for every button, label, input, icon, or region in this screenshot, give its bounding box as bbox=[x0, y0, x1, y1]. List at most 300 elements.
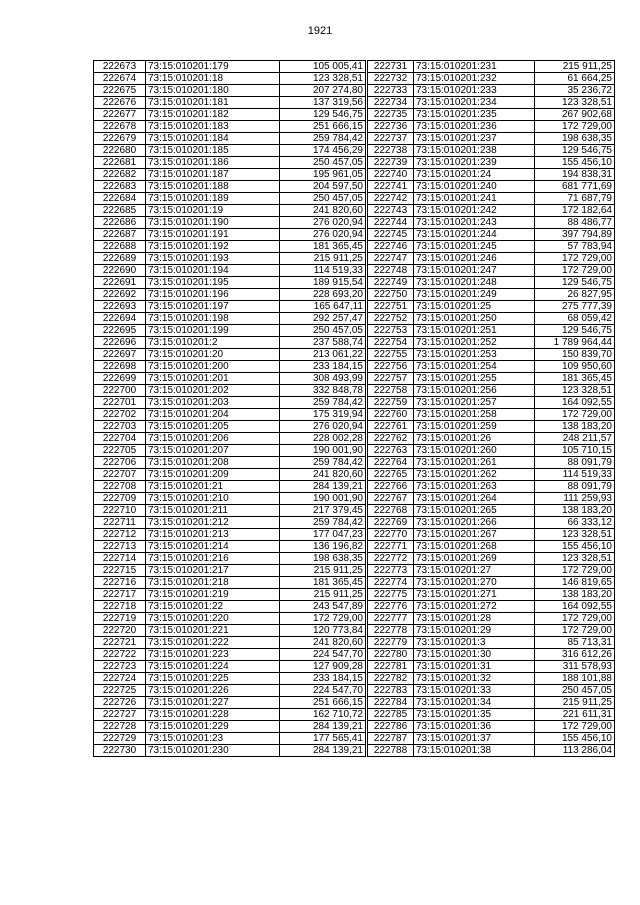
table-row bbox=[94, 253, 366, 265]
cadastral-value: 111 259,93 bbox=[535, 493, 615, 505]
row-number: 222719 bbox=[94, 613, 146, 625]
cadastral-number: 73:15:010201:269 bbox=[414, 553, 535, 565]
row-number: 222694 bbox=[94, 313, 146, 325]
row-number: 222755 bbox=[368, 349, 414, 361]
row-number: 222677 bbox=[94, 109, 146, 121]
cadastral-number: 73:15:010201:211 bbox=[146, 505, 280, 517]
row-number: 222728 bbox=[94, 721, 146, 733]
table-row bbox=[94, 97, 366, 109]
row-number: 222768 bbox=[368, 505, 414, 517]
row-number: 222751 bbox=[368, 301, 414, 313]
row-number: 222750 bbox=[368, 289, 414, 301]
cadastral-value: 113 286,04 bbox=[535, 745, 615, 757]
table-row bbox=[368, 73, 615, 85]
row-number: 222684 bbox=[94, 193, 146, 205]
table-row bbox=[368, 289, 615, 301]
row-number: 222713 bbox=[94, 541, 146, 553]
row-number: 222763 bbox=[368, 445, 414, 457]
cadastral-number: 73:15:010201:206 bbox=[146, 433, 280, 445]
cadastral-number: 73:15:010201:228 bbox=[146, 709, 280, 721]
row-number: 222678 bbox=[94, 121, 146, 133]
row-number: 222688 bbox=[94, 241, 146, 253]
cadastral-value: 123 328,51 bbox=[535, 97, 615, 109]
cadastral-number: 73:15:010201:247 bbox=[414, 265, 535, 277]
table-row bbox=[368, 697, 615, 709]
table-row bbox=[368, 301, 615, 313]
row-number: 222743 bbox=[368, 205, 414, 217]
cadastral-value: 123 328,51 bbox=[535, 529, 615, 541]
cadastral-value: 284 139,21 bbox=[280, 721, 366, 733]
table-row bbox=[94, 157, 366, 169]
cadastral-value: 138 183,20 bbox=[535, 589, 615, 601]
row-number: 222766 bbox=[368, 481, 414, 493]
row-number: 222683 bbox=[94, 181, 146, 193]
cadastral-value: 221 611,31 bbox=[535, 709, 615, 721]
table-row bbox=[94, 217, 366, 229]
cadastral-value: 228 693,20 bbox=[280, 289, 366, 301]
cadastral-value: 172 729,00 bbox=[280, 613, 366, 625]
table-row bbox=[94, 493, 366, 505]
cadastral-number: 73:15:010201:246 bbox=[414, 253, 535, 265]
table-row bbox=[94, 577, 366, 589]
row-number: 222782 bbox=[368, 673, 414, 685]
cadastral-number: 73:15:010201:24 bbox=[414, 169, 535, 181]
cadastral-number: 73:15:010201:231 bbox=[414, 61, 535, 73]
row-number: 222706 bbox=[94, 457, 146, 469]
row-number: 222680 bbox=[94, 145, 146, 157]
cadastral-number: 73:15:010201:250 bbox=[414, 313, 535, 325]
cadastral-number: 73:15:010201:189 bbox=[146, 193, 280, 205]
row-number: 222690 bbox=[94, 265, 146, 277]
cadastral-value: 150 839,70 bbox=[535, 349, 615, 361]
table-row bbox=[94, 685, 366, 697]
cadastral-value: 194 838,31 bbox=[535, 169, 615, 181]
row-number: 222681 bbox=[94, 157, 146, 169]
cadastral-number: 73:15:010201:25 bbox=[414, 301, 535, 313]
cadastral-number: 73:15:010201:232 bbox=[414, 73, 535, 85]
cadastral-number: 73:15:010201:196 bbox=[146, 289, 280, 301]
cadastral-number: 73:15:010201:214 bbox=[146, 541, 280, 553]
cadastral-number: 73:15:010201:33 bbox=[414, 685, 535, 697]
table-row bbox=[94, 613, 366, 625]
table-row bbox=[94, 541, 366, 553]
cadastral-value: 129 546,75 bbox=[535, 145, 615, 157]
table-row bbox=[368, 277, 615, 289]
cadastral-value: 172 729,00 bbox=[535, 721, 615, 733]
cadastral-value: 172 729,00 bbox=[535, 265, 615, 277]
cadastral-number: 73:15:010201:183 bbox=[146, 121, 280, 133]
table-row bbox=[368, 253, 615, 265]
row-number: 222776 bbox=[368, 601, 414, 613]
cadastral-number: 73:15:010201:201 bbox=[146, 373, 280, 385]
cadastral-value: 123 328,51 bbox=[280, 73, 366, 85]
cadastral-number: 73:15:010201:235 bbox=[414, 109, 535, 121]
cadastral-value: 195 961,05 bbox=[280, 169, 366, 181]
table-row bbox=[368, 685, 615, 697]
table-row bbox=[368, 565, 615, 577]
cadastral-value: 190 001,90 bbox=[280, 493, 366, 505]
row-number: 222727 bbox=[94, 709, 146, 721]
cadastral-value: 137 319,56 bbox=[280, 97, 366, 109]
cadastral-number: 73:15:010201:30 bbox=[414, 649, 535, 661]
row-number: 222759 bbox=[368, 397, 414, 409]
table-row bbox=[94, 121, 366, 133]
row-number: 222765 bbox=[368, 469, 414, 481]
table-row bbox=[94, 445, 366, 457]
cadastral-number: 73:15:010201:188 bbox=[146, 181, 280, 193]
cadastral-number: 73:15:010201:223 bbox=[146, 649, 280, 661]
row-number: 222745 bbox=[368, 229, 414, 241]
cadastral-number: 73:15:010201:187 bbox=[146, 169, 280, 181]
cadastral-number: 73:15:010201:242 bbox=[414, 205, 535, 217]
table-row bbox=[94, 313, 366, 325]
table-row bbox=[368, 385, 615, 397]
table-row bbox=[368, 457, 615, 469]
table-row bbox=[368, 205, 615, 217]
cadastral-number: 73:15:010201:267 bbox=[414, 529, 535, 541]
cadastral-value: 284 139,21 bbox=[280, 745, 366, 757]
table-row bbox=[368, 145, 615, 157]
cadastral-value: 308 493,99 bbox=[280, 373, 366, 385]
table-row bbox=[94, 373, 366, 385]
cadastral-value: 215 911,25 bbox=[535, 697, 615, 709]
table-row bbox=[94, 625, 366, 637]
cadastral-number: 73:15:010201:38 bbox=[414, 745, 535, 757]
cadastral-number: 73:15:010201:251 bbox=[414, 325, 535, 337]
cadastral-number: 73:15:010201:262 bbox=[414, 469, 535, 481]
cadastral-number: 73:15:010201:239 bbox=[414, 157, 535, 169]
cadastral-number: 73:15:010201:205 bbox=[146, 421, 280, 433]
cadastral-value: 251 666,15 bbox=[280, 121, 366, 133]
cadastral-number: 73:15:010201:233 bbox=[414, 85, 535, 97]
cadastral-number: 73:15:010201:219 bbox=[146, 589, 280, 601]
cadastral-value: 155 456,10 bbox=[535, 733, 615, 745]
cadastral-number: 73:15:010201:230 bbox=[146, 745, 280, 757]
cadastral-value: 224 547,70 bbox=[280, 649, 366, 661]
cadastral-value: 241 820,60 bbox=[280, 469, 366, 481]
cadastral-number: 73:15:010201:264 bbox=[414, 493, 535, 505]
cadastral-value: 233 184,15 bbox=[280, 673, 366, 685]
cadastral-number: 73:15:010201:252 bbox=[414, 337, 535, 349]
cadastral-number: 73:15:010201:234 bbox=[414, 97, 535, 109]
cadastral-value: 276 020,94 bbox=[280, 217, 366, 229]
row-number: 222742 bbox=[368, 193, 414, 205]
row-number: 222720 bbox=[94, 625, 146, 637]
cadastral-number: 73:15:010201:194 bbox=[146, 265, 280, 277]
cadastral-number: 73:15:010201:208 bbox=[146, 457, 280, 469]
cadastral-value: 204 597,50 bbox=[280, 181, 366, 193]
table-row bbox=[94, 529, 366, 541]
row-number: 222673 bbox=[94, 61, 146, 73]
row-number: 222758 bbox=[368, 385, 414, 397]
cadastral-value: 61 664,25 bbox=[535, 73, 615, 85]
row-number: 222712 bbox=[94, 529, 146, 541]
cadastral-value: 109 950,60 bbox=[535, 361, 615, 373]
table-row bbox=[368, 553, 615, 565]
cadastral-number: 73:15:010201:185 bbox=[146, 145, 280, 157]
table-row bbox=[368, 469, 615, 481]
cadastral-number: 73:15:010201:2 bbox=[146, 337, 280, 349]
table-row bbox=[94, 109, 366, 121]
row-number: 222781 bbox=[368, 661, 414, 673]
table-row bbox=[368, 409, 615, 421]
cadastral-number: 73:15:010201:265 bbox=[414, 505, 535, 517]
table-row bbox=[94, 505, 366, 517]
table-row bbox=[368, 133, 615, 145]
row-number: 222697 bbox=[94, 349, 146, 361]
row-number: 222699 bbox=[94, 373, 146, 385]
row-number: 222777 bbox=[368, 613, 414, 625]
cadastral-value: 681 771,69 bbox=[535, 181, 615, 193]
cadastral-value: 215 911,25 bbox=[280, 565, 366, 577]
row-number: 222747 bbox=[368, 253, 414, 265]
table-row bbox=[368, 649, 615, 661]
cadastral-value: 172 729,00 bbox=[535, 121, 615, 133]
table-row bbox=[368, 745, 615, 757]
page-number: 1921 bbox=[307, 25, 333, 37]
table-row bbox=[368, 229, 615, 241]
row-number: 222749 bbox=[368, 277, 414, 289]
cadastral-value: 188 101,88 bbox=[535, 673, 615, 685]
cadastral-number: 73:15:010201:255 bbox=[414, 373, 535, 385]
row-number: 222687 bbox=[94, 229, 146, 241]
cadastral-value: 198 638,35 bbox=[280, 553, 366, 565]
cadastral-value: 250 457,05 bbox=[280, 325, 366, 337]
row-number: 222731 bbox=[368, 61, 414, 73]
table-row bbox=[368, 169, 615, 181]
row-number: 222704 bbox=[94, 433, 146, 445]
cadastral-number: 73:15:010201:209 bbox=[146, 469, 280, 481]
table-row bbox=[94, 241, 366, 253]
table-row bbox=[368, 121, 615, 133]
cadastral-number: 73:15:010201:221 bbox=[146, 625, 280, 637]
cadastral-value: 136 196,82 bbox=[280, 541, 366, 553]
cadastral-number: 73:15:010201:28 bbox=[414, 613, 535, 625]
table-row bbox=[368, 505, 615, 517]
cadastral-number: 73:15:010201:244 bbox=[414, 229, 535, 241]
cadastral-value: 311 578,93 bbox=[535, 661, 615, 673]
table-row bbox=[368, 601, 615, 613]
cadastral-value: 181 365,45 bbox=[280, 241, 366, 253]
cadastral-number: 73:15:010201:195 bbox=[146, 277, 280, 289]
cadastral-number: 73:15:010201:227 bbox=[146, 697, 280, 709]
row-number: 222764 bbox=[368, 457, 414, 469]
table-row bbox=[368, 529, 615, 541]
row-number: 222724 bbox=[94, 673, 146, 685]
cadastral-value: 224 547,70 bbox=[280, 685, 366, 697]
row-number: 222730 bbox=[94, 745, 146, 757]
cadastral-number: 73:15:010201:207 bbox=[146, 445, 280, 457]
cadastral-value: 155 456,10 bbox=[535, 541, 615, 553]
row-number: 222689 bbox=[94, 253, 146, 265]
cadastral-value: 248 211,57 bbox=[535, 433, 615, 445]
row-number: 222778 bbox=[368, 625, 414, 637]
cadastral-value: 120 773,84 bbox=[280, 625, 366, 637]
table-row bbox=[368, 325, 615, 337]
cadastral-value: 35 236,72 bbox=[535, 85, 615, 97]
cadastral-number: 73:15:010201:3 bbox=[414, 637, 535, 649]
cadastral-value: 146 819,65 bbox=[535, 577, 615, 589]
table-row bbox=[368, 217, 615, 229]
row-number: 222729 bbox=[94, 733, 146, 745]
row-number: 222773 bbox=[368, 565, 414, 577]
row-number: 222738 bbox=[368, 145, 414, 157]
row-number: 222788 bbox=[368, 745, 414, 757]
row-number: 222696 bbox=[94, 337, 146, 349]
cadastral-value: 26 827,95 bbox=[535, 289, 615, 301]
cadastral-value: 114 519,33 bbox=[535, 469, 615, 481]
cadastral-value: 259 784,42 bbox=[280, 517, 366, 529]
cadastral-number: 73:15:010201:254 bbox=[414, 361, 535, 373]
row-number: 222771 bbox=[368, 541, 414, 553]
row-number: 222725 bbox=[94, 685, 146, 697]
cadastral-value: 114 519,33 bbox=[280, 265, 366, 277]
cadastral-number: 73:15:010201:200 bbox=[146, 361, 280, 373]
row-number: 222695 bbox=[94, 325, 146, 337]
cadastral-value: 397 794,89 bbox=[535, 229, 615, 241]
cadastral-number: 73:15:010201:202 bbox=[146, 385, 280, 397]
cadastral-number: 73:15:010201:249 bbox=[414, 289, 535, 301]
cadastral-value: 332 848,78 bbox=[280, 385, 366, 397]
row-number: 222703 bbox=[94, 421, 146, 433]
table-row bbox=[94, 481, 366, 493]
cadastral-number: 73:15:010201:199 bbox=[146, 325, 280, 337]
cadastral-number: 73:15:010201:226 bbox=[146, 685, 280, 697]
row-number: 222711 bbox=[94, 517, 146, 529]
table-row bbox=[368, 265, 615, 277]
table-row bbox=[368, 337, 615, 349]
cadastral-value: 198 638,35 bbox=[535, 133, 615, 145]
table-row bbox=[94, 673, 366, 685]
cadastral-number: 73:15:010201:212 bbox=[146, 517, 280, 529]
table-row bbox=[368, 361, 615, 373]
cadastral-value: 237 588,74 bbox=[280, 337, 366, 349]
row-number: 222772 bbox=[368, 553, 414, 565]
cadastral-value: 284 139,21 bbox=[280, 481, 366, 493]
row-number: 222769 bbox=[368, 517, 414, 529]
cadastral-number: 73:15:010201:20 bbox=[146, 349, 280, 361]
table-row bbox=[368, 397, 615, 409]
table-row bbox=[94, 589, 366, 601]
cadastral-number: 73:15:010201:18 bbox=[146, 73, 280, 85]
row-number: 222746 bbox=[368, 241, 414, 253]
row-number: 222737 bbox=[368, 133, 414, 145]
cadastral-number: 73:15:010201:266 bbox=[414, 517, 535, 529]
cadastral-value: 215 911,25 bbox=[280, 589, 366, 601]
cadastral-number: 73:15:010201:190 bbox=[146, 217, 280, 229]
cadastral-number: 73:15:010201:216 bbox=[146, 553, 280, 565]
cadastral-value: 1 789 964,44 bbox=[535, 337, 615, 349]
row-number: 222760 bbox=[368, 409, 414, 421]
cadastral-number: 73:15:010201:224 bbox=[146, 661, 280, 673]
row-number: 222744 bbox=[368, 217, 414, 229]
cadastral-number: 73:15:010201:225 bbox=[146, 673, 280, 685]
table-row bbox=[94, 721, 366, 733]
cadastral-number: 73:15:010201:37 bbox=[414, 733, 535, 745]
row-number: 222734 bbox=[368, 97, 414, 109]
row-number: 222741 bbox=[368, 181, 414, 193]
cadastral-number: 73:15:010201:268 bbox=[414, 541, 535, 553]
table-row bbox=[94, 637, 366, 649]
cadastral-value: 189 915,54 bbox=[280, 277, 366, 289]
cadastral-number: 73:15:010201:256 bbox=[414, 385, 535, 397]
table-row bbox=[368, 673, 615, 685]
cadastral-value: 172 729,00 bbox=[535, 565, 615, 577]
cadastral-number: 73:15:010201:198 bbox=[146, 313, 280, 325]
row-number: 222739 bbox=[368, 157, 414, 169]
cadastral-value: 105 710,15 bbox=[535, 445, 615, 457]
cadastral-number: 73:15:010201:35 bbox=[414, 709, 535, 721]
cadastral-number: 73:15:010201:213 bbox=[146, 529, 280, 541]
cadastral-value: 228 002,28 bbox=[280, 433, 366, 445]
table-row bbox=[368, 721, 615, 733]
table-row bbox=[368, 613, 615, 625]
row-number: 222718 bbox=[94, 601, 146, 613]
cadastral-value: 213 061,22 bbox=[280, 349, 366, 361]
cadastral-value: 175 319,94 bbox=[280, 409, 366, 421]
table-row bbox=[368, 493, 615, 505]
table-row bbox=[94, 409, 366, 421]
table-row bbox=[368, 661, 615, 673]
row-number: 222693 bbox=[94, 301, 146, 313]
table-row bbox=[94, 397, 366, 409]
cadastral-number: 73:15:010201:182 bbox=[146, 109, 280, 121]
table-row bbox=[94, 265, 366, 277]
row-number: 222692 bbox=[94, 289, 146, 301]
cadastral-number: 73:15:010201:184 bbox=[146, 133, 280, 145]
cadastral-value: 207 274,80 bbox=[280, 85, 366, 97]
cadastral-value: 190 001,90 bbox=[280, 445, 366, 457]
row-number: 222784 bbox=[368, 697, 414, 709]
row-number: 222732 bbox=[368, 73, 414, 85]
table-row bbox=[368, 445, 615, 457]
row-number: 222775 bbox=[368, 589, 414, 601]
cadastral-value: 250 457,05 bbox=[280, 157, 366, 169]
row-number: 222785 bbox=[368, 709, 414, 721]
cadastral-number: 73:15:010201:258 bbox=[414, 409, 535, 421]
cadastral-value: 259 784,42 bbox=[280, 133, 366, 145]
row-number: 222756 bbox=[368, 361, 414, 373]
cadastral-value: 68 059,42 bbox=[535, 313, 615, 325]
table-row bbox=[368, 193, 615, 205]
cadastral-number: 73:15:010201:253 bbox=[414, 349, 535, 361]
cadastral-number: 73:15:010201:26 bbox=[414, 433, 535, 445]
cadastral-value: 88 091,79 bbox=[535, 481, 615, 493]
cadastral-number: 73:15:010201:197 bbox=[146, 301, 280, 313]
cadastral-value: 88 486,77 bbox=[535, 217, 615, 229]
row-number: 222685 bbox=[94, 205, 146, 217]
cadastral-value: 88 091,79 bbox=[535, 457, 615, 469]
row-number: 222780 bbox=[368, 649, 414, 661]
table-row bbox=[368, 421, 615, 433]
table-row bbox=[94, 169, 366, 181]
cadastral-number: 73:15:010201:27 bbox=[414, 565, 535, 577]
cadastral-number: 73:15:010201:181 bbox=[146, 97, 280, 109]
row-number: 222740 bbox=[368, 169, 414, 181]
cadastral-value: 129 546,75 bbox=[535, 325, 615, 337]
table-row bbox=[94, 661, 366, 673]
cadastral-value: 123 328,51 bbox=[535, 385, 615, 397]
table-row bbox=[94, 433, 366, 445]
cadastral-value: 172 729,00 bbox=[535, 613, 615, 625]
row-number: 222723 bbox=[94, 661, 146, 673]
table-row bbox=[94, 337, 366, 349]
cadastral-number: 73:15:010201:34 bbox=[414, 697, 535, 709]
cadastral-number: 73:15:010201:261 bbox=[414, 457, 535, 469]
row-number: 222691 bbox=[94, 277, 146, 289]
row-number: 222686 bbox=[94, 217, 146, 229]
table-row bbox=[94, 289, 366, 301]
